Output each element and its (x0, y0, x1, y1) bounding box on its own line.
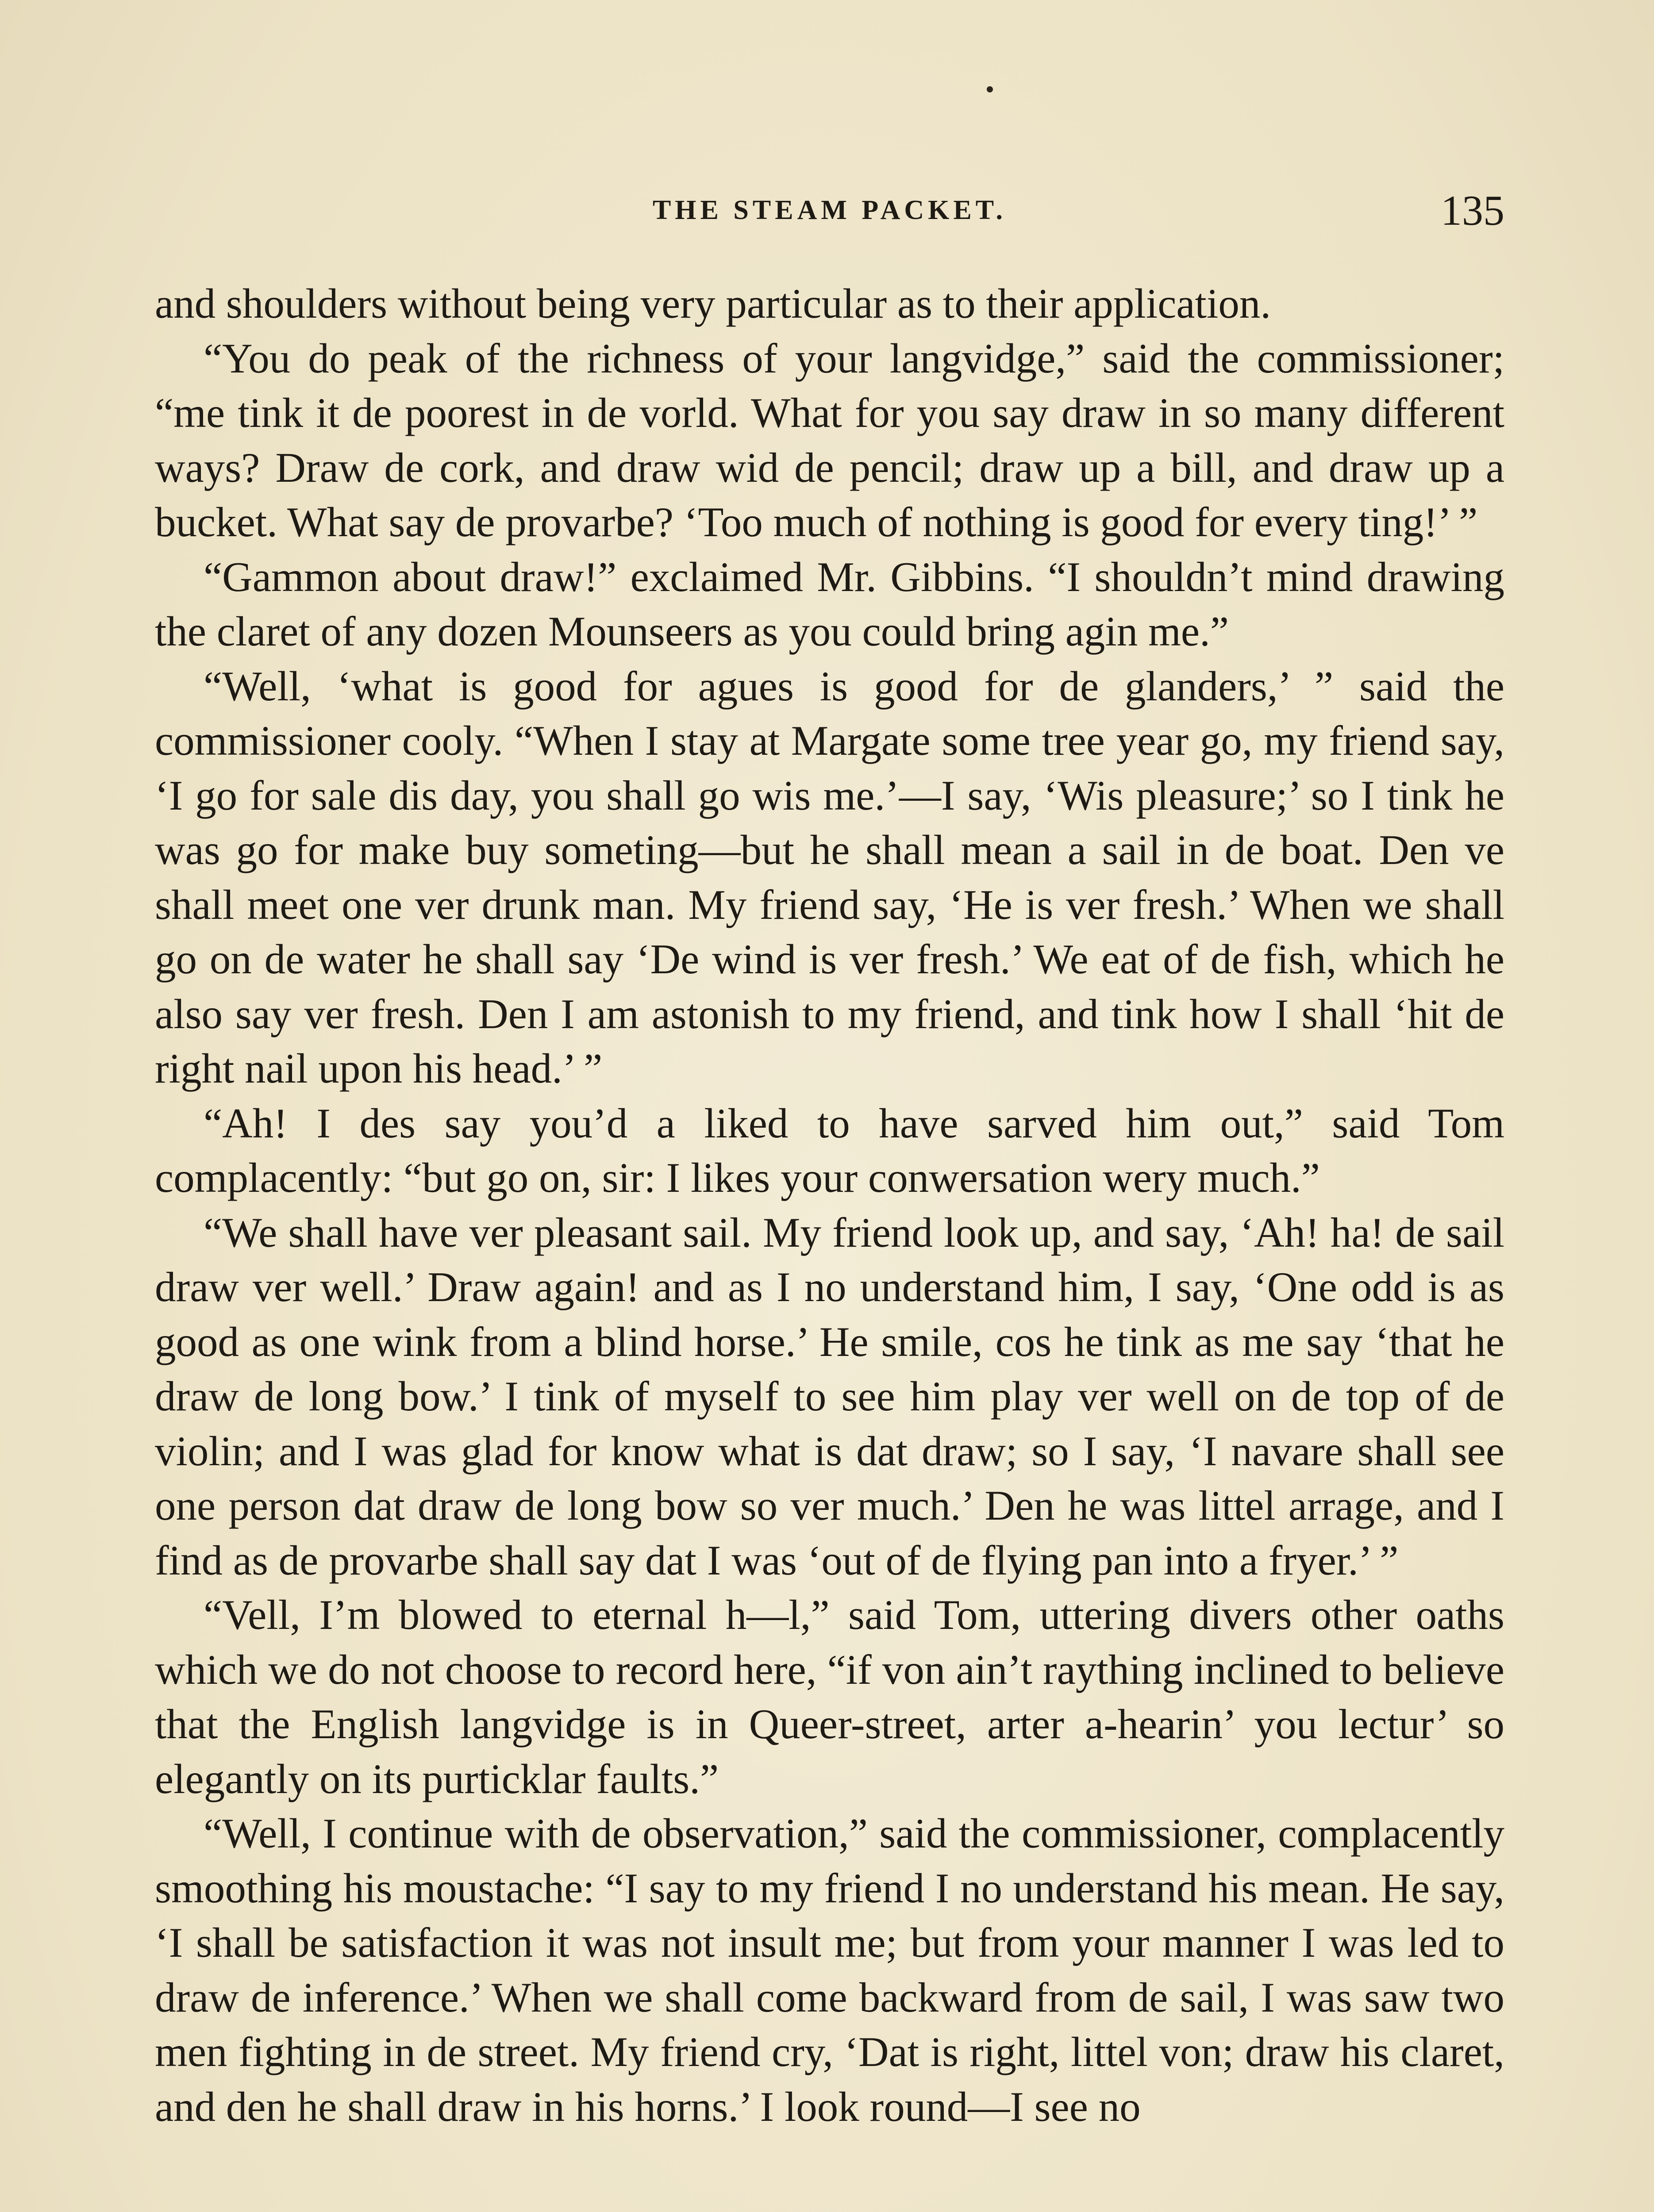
paragraph: and shoulders without being very particular as to their application. (155, 280, 1271, 327)
paragraph: “You do peak of the richness of your langvidge,” said the commissioner; “me tink it de poorest in de vorld. What for you say draw in so many different ways? Draw de cork, and draw wid de pencil; draw up a bill, and draw up a bucket. What say de provarbe? ‘Too much of nothing is good for every ting!’ ” (155, 334, 1504, 545)
paragraph: “Well, I continue with de observation,” said the commissioner, complacently smoothing his moustache: “I say to my friend I no understand his mean. He say, ‘I shall be satisfaction it was not insult me; but from your manner I was led to draw de inference.’ When we shall come backward from de sail, I was saw two men fighting in de street. My friend cry, ‘Dat is right, littel von; draw his claret, and den he shall draw in his horns.’ I look round—I see no (155, 1810, 1504, 2130)
body-text (155, 276, 1504, 2134)
paragraph: “Well, ‘what is good for agues is good for de glanders,’ ” said the commissioner cooly. “When I stay at Margate some tree year go, my friend say, ‘I go for sale dis day, you shall go wis me.’—I say, ‘Wis pleasure;’ so I tink he was go for make buy someting—but he shall mean a sail in de boat. Den ve shall meet one ver drunk man. My friend say, ‘He is ver fresh.’ When we shall go on de water he shall say ‘De wind is ver fresh.’ We eat of de fish, which he also say ver fresh. Den I am astonish to my friend, and tink how I shall ‘hit de right nail upon his head.’ ” (155, 662, 1504, 1092)
paragraph: “We shall have ver pleasant sail. My friend look up, and say, ‘Ah! ha! de sail draw ver well.’ Draw again! and as I no understand him, I say, ‘One odd is as good as one wink from a blind horse.’ He smile, cos he tink as me say ‘that he draw de long bow.’ I tink of myself to see him play ver well on de top of de violin; and I was glad for know what is dat draw; so I say, ‘I navare shall see one person dat draw de long bow so ver much.’ Den he was littel arrage, and I find as de provarbe shall say dat I was ‘out of de flying pan into a fryer.’ ” (155, 1209, 1504, 1584)
paragraph: “Ah! I des say you’d a liked to have sarved him out,” said Tom complacently: “but go on, sir: I likes your conwersation wery much.” (155, 1099, 1504, 1201)
ink-speck (987, 86, 993, 92)
paragraph: “Vell, I’m blowed to eternal h—l,” said Tom, uttering divers other oaths which we do not choose to record here, “if von ain’t raything inclined to believe that the English langvidge is in Queer-street, arter a-hearin’ you lectur’ so elegantly on its purticklar faults.” (155, 1591, 1504, 1802)
running-title: THE STEAM PACKET. (652, 195, 1007, 225)
page-header (155, 186, 1504, 239)
paragraph: “Gammon about draw!” exclaimed Mr. Gibbins. “I shouldn’t mind drawing the claret of any dozen Mounseers as you could bring agin me.” (155, 553, 1504, 655)
page-number: 135 (1441, 187, 1504, 234)
